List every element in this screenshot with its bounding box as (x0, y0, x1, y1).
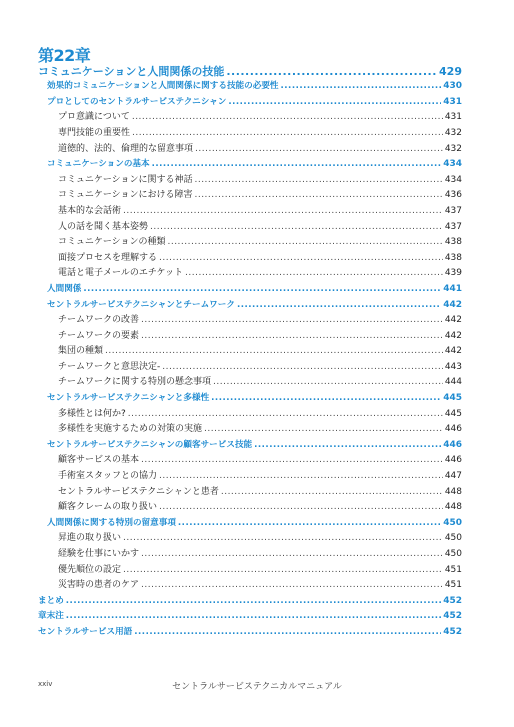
toc-entry-title: プロ意識について (58, 112, 130, 123)
toc-entry-title: セントラルサービス用語 (38, 626, 133, 637)
toc-item-entry[interactable] (38, 265, 462, 281)
toc-item-entry[interactable] (38, 405, 462, 421)
toc-entry-title: 人の話を聞く基本姿勢 (58, 221, 149, 232)
toc-entry-page: 452 (443, 595, 462, 606)
dot-leader (237, 299, 441, 312)
toc-entry-page: 438 (444, 252, 462, 263)
dot-leader (141, 579, 443, 592)
toc-subsection-entry[interactable] (38, 514, 462, 530)
toc-subsection-entry[interactable] (38, 296, 462, 312)
toc-entry-title: 人間関係に関する特別の留意事項 (47, 517, 176, 528)
toc-entry-page: 448 (444, 486, 462, 497)
dot-leader (254, 439, 441, 452)
toc-entry-page: 436 (444, 190, 462, 201)
toc-entry-title: セントラルサービステクニシャンと患者 (58, 486, 219, 497)
toc-entry-title: 専門技能の重要性 (58, 127, 131, 138)
toc-entry-page: 441 (443, 283, 462, 294)
dot-leader (123, 205, 443, 218)
toc-entry-title: コミュニケーションの基本 (47, 159, 150, 170)
toc-item-entry[interactable] (38, 218, 462, 234)
page-number: xxiv (38, 680, 53, 688)
toc-item-entry[interactable] (38, 577, 462, 593)
toc-entry-title: 優先順位の設定 (58, 564, 122, 575)
toc-entry-page: 432 (444, 127, 462, 138)
toc-entry-page: 437 (444, 221, 462, 232)
dot-leader (128, 408, 443, 421)
toc-item-entry[interactable] (38, 499, 462, 515)
toc-entry-page: 450 (444, 533, 462, 544)
toc-entry-page: 432 (444, 143, 462, 154)
toc-entry-page: 431 (444, 112, 462, 123)
toc-entry-page: 442 (443, 299, 462, 310)
toc-entry-page: 452 (443, 611, 462, 622)
running-footer-title: セントラルサービステクニカルマニュアル (172, 682, 342, 692)
toc-entry-page: 444 (444, 377, 462, 388)
toc-entry-page: 438 (444, 237, 462, 248)
toc-entry-page: 430 (443, 81, 462, 92)
toc-entry-page: 443 (444, 361, 462, 372)
toc-entry-title: 章末注 (38, 611, 64, 622)
toc-entry-page: 451 (444, 564, 462, 575)
dot-leader (105, 345, 443, 358)
toc-entry-title: 基本的な会話術 (58, 205, 122, 216)
toc-item-entry[interactable] (38, 171, 462, 187)
dot-leader (178, 517, 441, 530)
toc-entry-title: セントラルサービステクニシャンと多様性 (47, 393, 210, 404)
toc-entry-title: 集団の種類 (58, 346, 104, 357)
toc-item-entry[interactable] (38, 545, 462, 561)
toc-subsection-entry[interactable] (38, 436, 462, 452)
toc-subsection-entry[interactable] (38, 623, 462, 639)
toc-entry-title: 顧客クレームの取り扱い (58, 502, 158, 513)
dot-leader (167, 236, 442, 249)
toc-item-entry[interactable] (38, 109, 462, 125)
toc-entry-title: 災害時の患者のケア (58, 580, 140, 591)
toc-section-entry[interactable] (38, 62, 462, 78)
toc-entry-title: チームワークの改善 (58, 315, 140, 326)
toc-entry-page: 431 (443, 96, 462, 107)
toc-entry-page: 442 (444, 315, 462, 326)
dot-leader (159, 470, 443, 483)
dot-leader (211, 392, 441, 405)
toc-item-entry[interactable] (38, 467, 462, 483)
toc-item-entry[interactable] (38, 327, 462, 343)
toc-entry-page: 452 (443, 626, 462, 637)
toc-entry-page: 450 (443, 517, 462, 528)
dot-leader (123, 532, 443, 545)
toc-entry-page: 447 (444, 471, 462, 482)
toc-entry-title: 多様性を実施するための対策の実施 (58, 424, 203, 435)
toc-entry-page: 434 (444, 174, 462, 185)
dot-leader (141, 314, 443, 327)
toc-entry-page: 442 (444, 346, 462, 357)
dot-leader (123, 564, 443, 577)
toc-entry-title: コミュニケーションにおける障害 (58, 190, 193, 201)
table-of-contents (38, 62, 462, 639)
toc-item-entry[interactable] (38, 358, 462, 374)
dot-leader (185, 267, 443, 280)
toc-entry-title: 経験を仕事にいかす (58, 549, 140, 559)
toc-entry-title: 効果的コミュニケーションと人間関係に関する技能の必要性 (47, 81, 279, 92)
toc-entry-title: 人間関係 (47, 283, 82, 294)
toc-entry-title: コミュニケーションに関する神話 (58, 174, 193, 185)
dot-leader (213, 376, 443, 389)
toc-entry-title: プロとしてのセントラルサービステクニシャン (47, 96, 227, 107)
dot-leader (141, 454, 443, 467)
dot-leader (141, 330, 443, 343)
toc-entry-title: 手術室スタッフとの協力 (58, 471, 158, 482)
toc-item-entry[interactable] (38, 187, 462, 203)
toc-entry-title: 昇進の取り扱い (58, 533, 122, 544)
toc-item-entry[interactable] (38, 374, 462, 390)
toc-entry-page: 445 (443, 393, 462, 404)
chapter-heading: 第22章 (38, 46, 91, 65)
toc-entry-page: 439 (444, 268, 462, 279)
toc-entry-title: コミュニケーションと人間関係の技能 (38, 64, 225, 78)
toc-item-entry[interactable] (38, 249, 462, 265)
toc-entry-title: 電話と電子メールのエチケット (58, 268, 184, 279)
toc-entry-title: 顧客サービスの基本 (58, 455, 140, 466)
toc-entry-page: 448 (444, 502, 462, 513)
dot-leader (152, 158, 442, 171)
dot-leader (281, 80, 442, 93)
toc-entry-title: まとめ (38, 595, 64, 606)
toc-subsection-entry[interactable] (38, 93, 462, 109)
dot-leader (194, 189, 442, 202)
toc-subsection-entry[interactable] (38, 280, 462, 296)
toc-item-entry[interactable] (38, 343, 462, 359)
toc-entry-page: 445 (444, 408, 462, 419)
toc-item-entry[interactable] (38, 312, 462, 328)
dot-leader (204, 423, 443, 436)
toc-entry-title: コミュニケーションの種類 (58, 237, 166, 248)
dot-leader (150, 221, 443, 234)
toc-entry-page: 446 (444, 455, 462, 466)
toc-entry-page: 446 (444, 424, 462, 435)
toc-item-entry[interactable] (38, 202, 462, 218)
toc-subsection-entry[interactable] (38, 608, 462, 624)
dot-leader (228, 96, 441, 109)
toc-item-entry[interactable] (38, 234, 462, 250)
toc-item-entry[interactable] (38, 421, 462, 437)
toc-entry-page: 429 (439, 64, 462, 78)
toc-entry-title: セントラルサービステクニシャンの顧客サービス技能 (47, 439, 253, 450)
dot-leader (134, 626, 441, 639)
toc-item-entry[interactable] (38, 561, 462, 577)
dot-leader (66, 595, 441, 608)
dot-leader (66, 610, 441, 623)
toc-item-entry[interactable] (38, 452, 462, 468)
toc-entry-title: セントラルサービステクニシャンとチームワーク (47, 299, 235, 310)
toc-item-entry[interactable] (38, 483, 462, 499)
toc-entry-page: 450 (444, 549, 462, 559)
dot-leader (221, 486, 443, 499)
dot-leader (159, 501, 443, 514)
toc-subsection-entry[interactable] (38, 156, 462, 172)
toc-subsection-entry[interactable] (38, 389, 462, 405)
dot-leader (226, 65, 437, 78)
toc-entry-page: 442 (444, 330, 462, 341)
toc-entry-title: チームワークと意思決定- (58, 361, 161, 372)
toc-item-entry[interactable] (38, 124, 462, 140)
toc-item-entry[interactable] (38, 140, 462, 156)
toc-entry-title: チームワークに関する特別の懸念事項 (58, 377, 212, 388)
toc-entry-page: 434 (443, 159, 462, 170)
toc-entry-page: 446 (443, 439, 462, 450)
toc-entry-page: 451 (444, 580, 462, 591)
toc-entry-page: 437 (444, 205, 462, 216)
dot-leader (195, 143, 443, 156)
dot-leader (162, 361, 443, 374)
toc-entry-title: 面接プロセスを理解する (58, 252, 158, 263)
toc-subsection-entry[interactable] (38, 592, 462, 608)
toc-subsection-entry[interactable] (38, 78, 462, 94)
dot-leader (83, 283, 441, 296)
toc-entry-title: 道徳的、法的、倫理的な留意事項 (58, 143, 194, 154)
dot-leader (132, 127, 443, 140)
dot-leader (159, 252, 443, 265)
dot-leader (194, 174, 442, 187)
toc-entry-title: 多様性とは何か? (58, 408, 126, 419)
dot-leader (132, 111, 443, 124)
dot-leader (141, 548, 443, 561)
toc-entry-title: チームワークの要素 (58, 330, 140, 341)
toc-item-entry[interactable] (38, 530, 462, 546)
